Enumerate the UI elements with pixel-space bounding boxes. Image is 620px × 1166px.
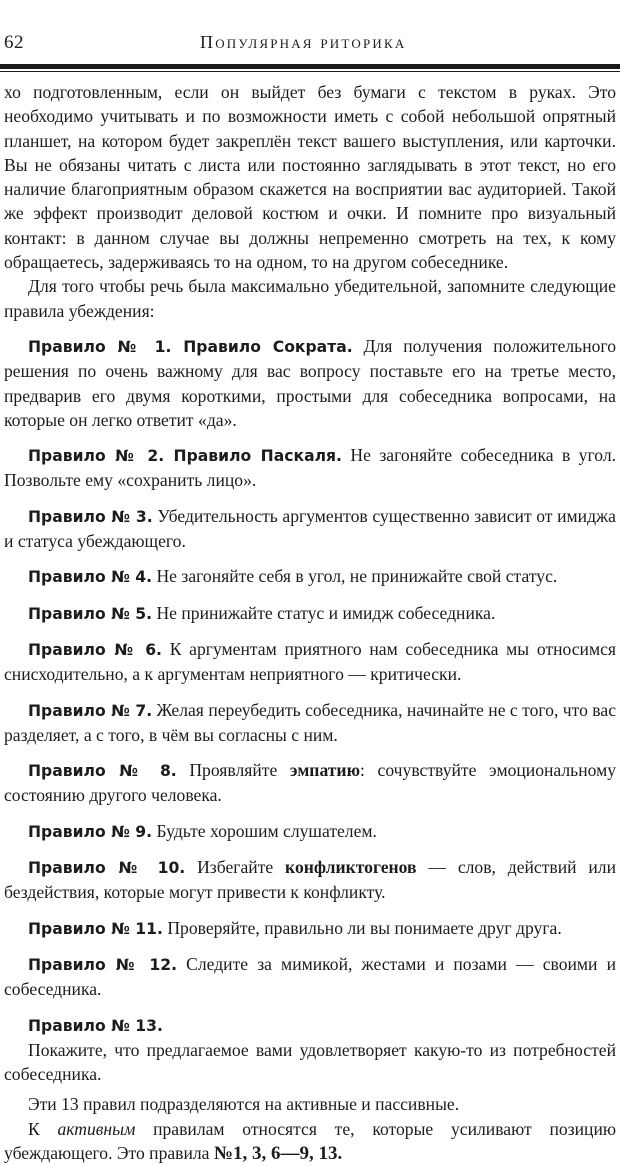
rule-4 [4,564,616,589]
rule-2 [4,443,616,493]
running-title: Популярная риторика [200,32,407,52]
closing-line-1: Эти 13 правил подразделяются на активные и пассивные. [28,1094,460,1115]
rule-3 [4,504,616,554]
page-number: 62 [4,32,24,53]
rule-7 [4,698,616,748]
closing-line-2 [4,1117,616,1166]
rule-5 [4,601,616,626]
rule-12 [4,952,616,1002]
rule-text: Проявляйте [176,760,290,781]
rule-13 [4,1013,616,1038]
rule-term: эмпатию [289,760,361,781]
rule-label: Правило № 1. Правило Сократа. [28,337,353,356]
closing-text: правилам относятся те, которые усиливают позицию убеждающего. Это правила [4,1118,616,1163]
rule-label: Правило № 10. [28,859,186,878]
header-rule-thick [0,64,620,69]
rule-text: — слов, действий или бездействия, которые могут привести к конфликту. [4,857,617,903]
rule-text: Не принижайте статус и имидж собеседника. [152,602,496,623]
rule-text: Избегайте [185,857,286,878]
page-header [4,32,616,62]
closing-term: активным [57,1118,136,1139]
rule-text: Будьте хорошим слушателем. [152,820,377,841]
rule-label: Правило № 3. [28,507,153,526]
rule-text: Не загоняйте себя в угол, не принижайте свой статус. [152,566,558,587]
rule-text: К аргументам приятного нам собеседника мы относимся снисходительно, а к аргументам неприятного — критически. [4,638,616,685]
rule-label: Правило № 13. [28,1016,163,1035]
rule-text: : сочувствуйте эмоциональному состоянию другого человека. [4,760,616,806]
rule-10 [4,855,616,905]
rule-1 [4,334,616,432]
closing-rule-numbers: №1, 3, 6—9, 13. [213,1142,343,1164]
rule-text: Убедительность аргументов существенно зависит от имиджа и статуса убеждающего. [4,505,616,552]
header-rule-thin [0,71,620,72]
rule-label: Правило № 2. Правило Паскаля. [28,447,342,466]
rule-label: Правило № 11. [28,919,163,938]
rule-8 [4,758,616,808]
rule-text: Желая переубедить собеседника, начинайте не с того, что вас разделяет, а с того, в чём вы согласны с ним. [4,699,616,745]
intro-paragraph: Для того чтобы речь была максимально убедительной, запомните следующие правила убеждения: [4,276,616,321]
rule-term: конфликтогенов [285,857,417,878]
rule-text: Для получения положительного решения по очень важному для вас вопросу поставьте его на третье место, предварив его двумя короткими, простыми для собеседника вопросами, на которые он легко ответит «да». [4,335,616,430]
rule-label: Правило № 8. [28,762,177,781]
rule-label: Правило № 4. [28,568,153,587]
rule-9 [4,819,616,844]
body-text [4,80,616,1166]
rule-label: Правило № 7. [28,701,153,720]
rule-text: Следите за мимикой, жестами и позами — своими и собеседника. [4,953,616,1000]
closing-text: К [28,1118,58,1139]
rule-text: Не загоняйте собеседника в угол. Позвольте ему «сохранить лицо». [4,445,616,491]
rule-text: Проверяйте, правильно ли вы понимаете друг друга. [162,917,562,938]
intro-paragraph: хо подготовленным, если он выйдет без бумаги с текстом в руках. Это необходимо учитывать и по возможности иметь с собой небольшой опрятный планшет, на котором будет закреплён текст вашего выступления, или карточки. Вы не обязаны читать с листа или постоянно заглядывать в этот текст, но его наличие благоприятным образом скажется на восприятии вас аудиторией. Такой же эффект производит деловой костюм и очки. И помните про визуальный контакт: в данном случае вы должны непременно смотреть на тех, к кому обращаетесь, задерживаясь то на одном, то на другом собеседнике. [4,82,616,273]
rule-label: Правило № 9. [28,822,153,841]
rule-13-text: Покажите, что предлагаемое вами удовлетворяет какую-то из потребностей собеседника. [4,1039,616,1085]
rule-label: Правило № 6. [28,640,162,659]
rule-11 [4,916,616,941]
rule-6 [4,637,616,687]
rule-label: Правило № 12. [28,955,178,974]
rule-label: Правило № 5. [28,604,153,623]
